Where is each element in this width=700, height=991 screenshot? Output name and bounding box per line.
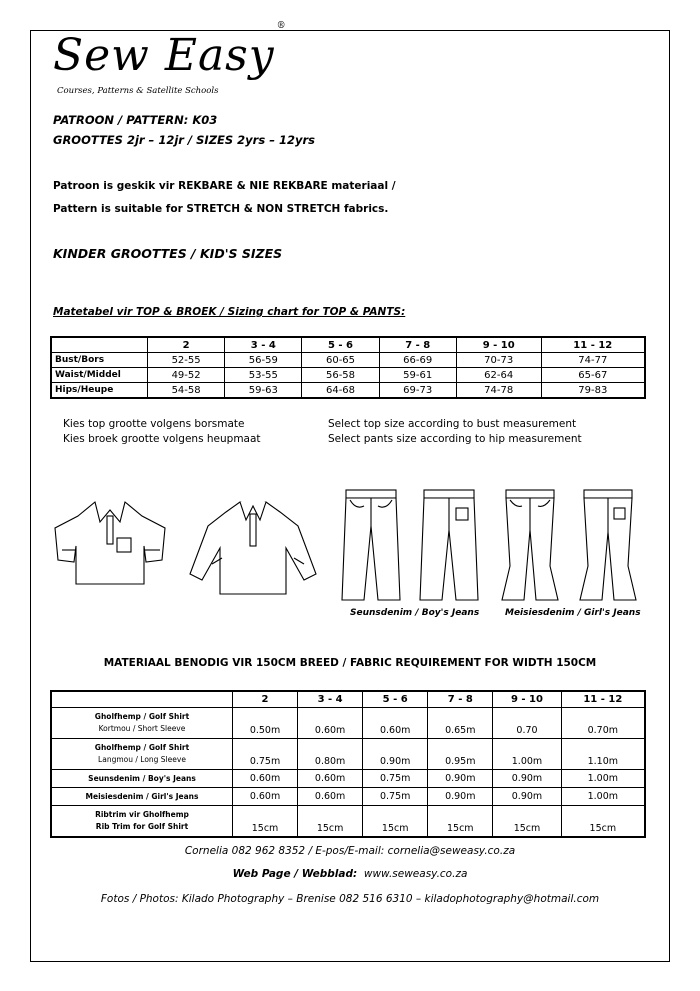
row-label	[51, 739, 233, 770]
header-cell	[51, 691, 233, 708]
cell: 0.60m	[363, 708, 428, 739]
footer-photos: Fotos / Photos: Kilado Photography – Brenise 082 516 6310 – kiladophotography@hotmail.com	[100, 893, 600, 905]
cell: 79-83	[541, 383, 645, 399]
pattern-sizes: GROOTTES 2jr – 12jr / SIZES 2yrs – 12yrs	[53, 133, 315, 147]
cell: 49-52	[148, 368, 225, 383]
cell: 56-58	[302, 368, 379, 383]
cell: 69-73	[379, 383, 456, 399]
row-label: Meisiesdenim / Girl's Jeans	[51, 788, 233, 806]
table-row	[51, 806, 645, 838]
cell: 0.60m	[233, 770, 298, 788]
row-label: Waist/Middel	[51, 368, 148, 383]
cell: 1.10m	[561, 739, 645, 770]
cell: 15cm	[363, 806, 428, 838]
row-label	[51, 708, 233, 739]
header-cell: 11 - 12	[561, 691, 645, 708]
row-label-line1: Ribtrim vir Gholfhemp	[95, 810, 189, 819]
registered-mark: ®	[276, 21, 287, 32]
cell: 0.90m	[493, 770, 561, 788]
footer-web	[0, 868, 700, 880]
cell: 66-69	[379, 353, 456, 368]
header-cell: 3 - 4	[298, 691, 363, 708]
table-row	[51, 788, 645, 806]
row-label-line1: Gholfhemp / Golf Shirt	[94, 712, 190, 721]
cell: 0.90m	[428, 788, 493, 806]
note-top-af: Kies top grootte volgens borsmate	[63, 418, 245, 430]
cell: 15cm	[298, 806, 363, 838]
cell: 64-68	[302, 383, 379, 399]
cell: 0.75m	[363, 788, 428, 806]
cell: 59-61	[379, 368, 456, 383]
cell: 0.90m	[493, 788, 561, 806]
caption-girls-jeans: Meisiesdenim / Girl's Jeans	[505, 608, 641, 618]
girls-jeans-back-illustration	[578, 486, 638, 604]
pattern-number: PATROON / PATTERN: K03	[53, 113, 218, 127]
brand-logo	[53, 21, 287, 81]
table-row	[51, 708, 645, 739]
header-cell: 11 - 12	[541, 337, 645, 353]
fabric-table	[50, 690, 646, 838]
cell: 15cm	[561, 806, 645, 838]
cell: 15cm	[493, 806, 561, 838]
header-cell: 9 - 10	[493, 691, 561, 708]
table-header-row	[51, 691, 645, 708]
header-cell	[51, 337, 148, 353]
brand-name: Sew Easy	[53, 30, 275, 81]
row-label	[51, 806, 233, 838]
girls-jeans-front-illustration	[500, 486, 560, 604]
note-pants-en: Select pants size according to hip measurement	[328, 433, 582, 445]
cell: 0.75m	[233, 739, 298, 770]
cell: 59-63	[225, 383, 302, 399]
cell: 1.00m	[493, 739, 561, 770]
cell: 0.75m	[363, 770, 428, 788]
row-label-line2: Rib Trim for Golf Shirt	[95, 822, 189, 831]
header-cell: 7 - 8	[428, 691, 493, 708]
cell: 0.60m	[298, 788, 363, 806]
cell: 74-77	[541, 353, 645, 368]
short-sleeve-shirt-illustration	[50, 488, 170, 588]
note-pants-af: Kies broek grootte volgens heupmaat	[63, 433, 261, 445]
cell: 65-67	[541, 368, 645, 383]
cell: 0.50m	[233, 708, 298, 739]
cell: 54-58	[148, 383, 225, 399]
table-row	[51, 383, 645, 399]
suitability-af: Patroon is geskik vir REKBARE & NIE REKBARE materiaal /	[53, 180, 396, 192]
table-header-row	[51, 337, 645, 353]
cell: 70-73	[456, 353, 541, 368]
cell: 15cm	[428, 806, 493, 838]
sizing-table	[50, 336, 646, 399]
table-row	[51, 353, 645, 368]
cell: 15cm	[233, 806, 298, 838]
cell: 0.65m	[428, 708, 493, 739]
cell: 56-59	[225, 353, 302, 368]
cell: 0.90m	[363, 739, 428, 770]
footer-web-url[interactable]: www.seweasy.co.za	[363, 868, 468, 880]
cell: 62-64	[456, 368, 541, 383]
fabric-requirement-title: MATERIAAL BENODIG VIR 150CM BREED / FABRIC REQUIREMENT FOR WIDTH 150CM	[103, 657, 597, 669]
row-label-line1: Gholfhemp / Golf Shirt	[94, 743, 190, 752]
table-row	[51, 368, 645, 383]
header-cell: 2	[148, 337, 225, 353]
note-top-en: Select top size according to bust measurement	[328, 418, 577, 430]
cell: 1.00m	[561, 770, 645, 788]
header-cell: 5 - 6	[302, 337, 379, 353]
row-label-line2: Langmou / Long Sleeve	[98, 755, 186, 764]
cell: 74-78	[456, 383, 541, 399]
footer-contact: Cornelia 082 962 8352 / E-pos/E-mail: cornelia@seweasy.co.za	[184, 845, 516, 857]
header-cell: 7 - 8	[379, 337, 456, 353]
row-label-line2: Kortmou / Short Sleeve	[98, 724, 186, 733]
table-row	[51, 739, 645, 770]
section-title: KINDER GROOTTES / KID'S SIZES	[53, 246, 283, 261]
header-cell: 5 - 6	[363, 691, 428, 708]
sizing-chart-title: Matetabel vir TOP & BROEK / Sizing chart for TOP & PANTS:	[53, 306, 406, 318]
boys-jeans-back-illustration	[418, 486, 480, 604]
boys-jeans-front-illustration	[340, 486, 402, 604]
cell: 0.60m	[298, 770, 363, 788]
cell: 0.95m	[428, 739, 493, 770]
cell: 60-65	[302, 353, 379, 368]
brand-tagline: Courses, Patterns & Satellite Schools	[57, 86, 219, 96]
row-label: Bust/Bors	[51, 353, 148, 368]
long-sleeve-shirt-illustration	[188, 490, 318, 598]
caption-boys-jeans: Seunsdenim / Boy's Jeans	[350, 608, 480, 618]
cell: 0.60m	[298, 708, 363, 739]
cell: 0.90m	[428, 770, 493, 788]
suitability-en: Pattern is suitable for STRETCH & NON STRETCH fabrics.	[53, 203, 389, 215]
cell: 0.70m	[561, 708, 645, 739]
header-cell: 3 - 4	[225, 337, 302, 353]
cell: 0.70	[493, 708, 561, 739]
table-row	[51, 770, 645, 788]
footer-web-label: Web Page / Webblad:	[232, 868, 358, 880]
header-cell: 2	[233, 691, 298, 708]
header-cell: 9 - 10	[456, 337, 541, 353]
row-label: Hips/Heupe	[51, 383, 148, 399]
cell: 53-55	[225, 368, 302, 383]
cell: 52-55	[148, 353, 225, 368]
row-label: Seunsdenim / Boy's Jeans	[51, 770, 233, 788]
cell: 0.60m	[233, 788, 298, 806]
cell: 0.80m	[298, 739, 363, 770]
cell: 1.00m	[561, 788, 645, 806]
